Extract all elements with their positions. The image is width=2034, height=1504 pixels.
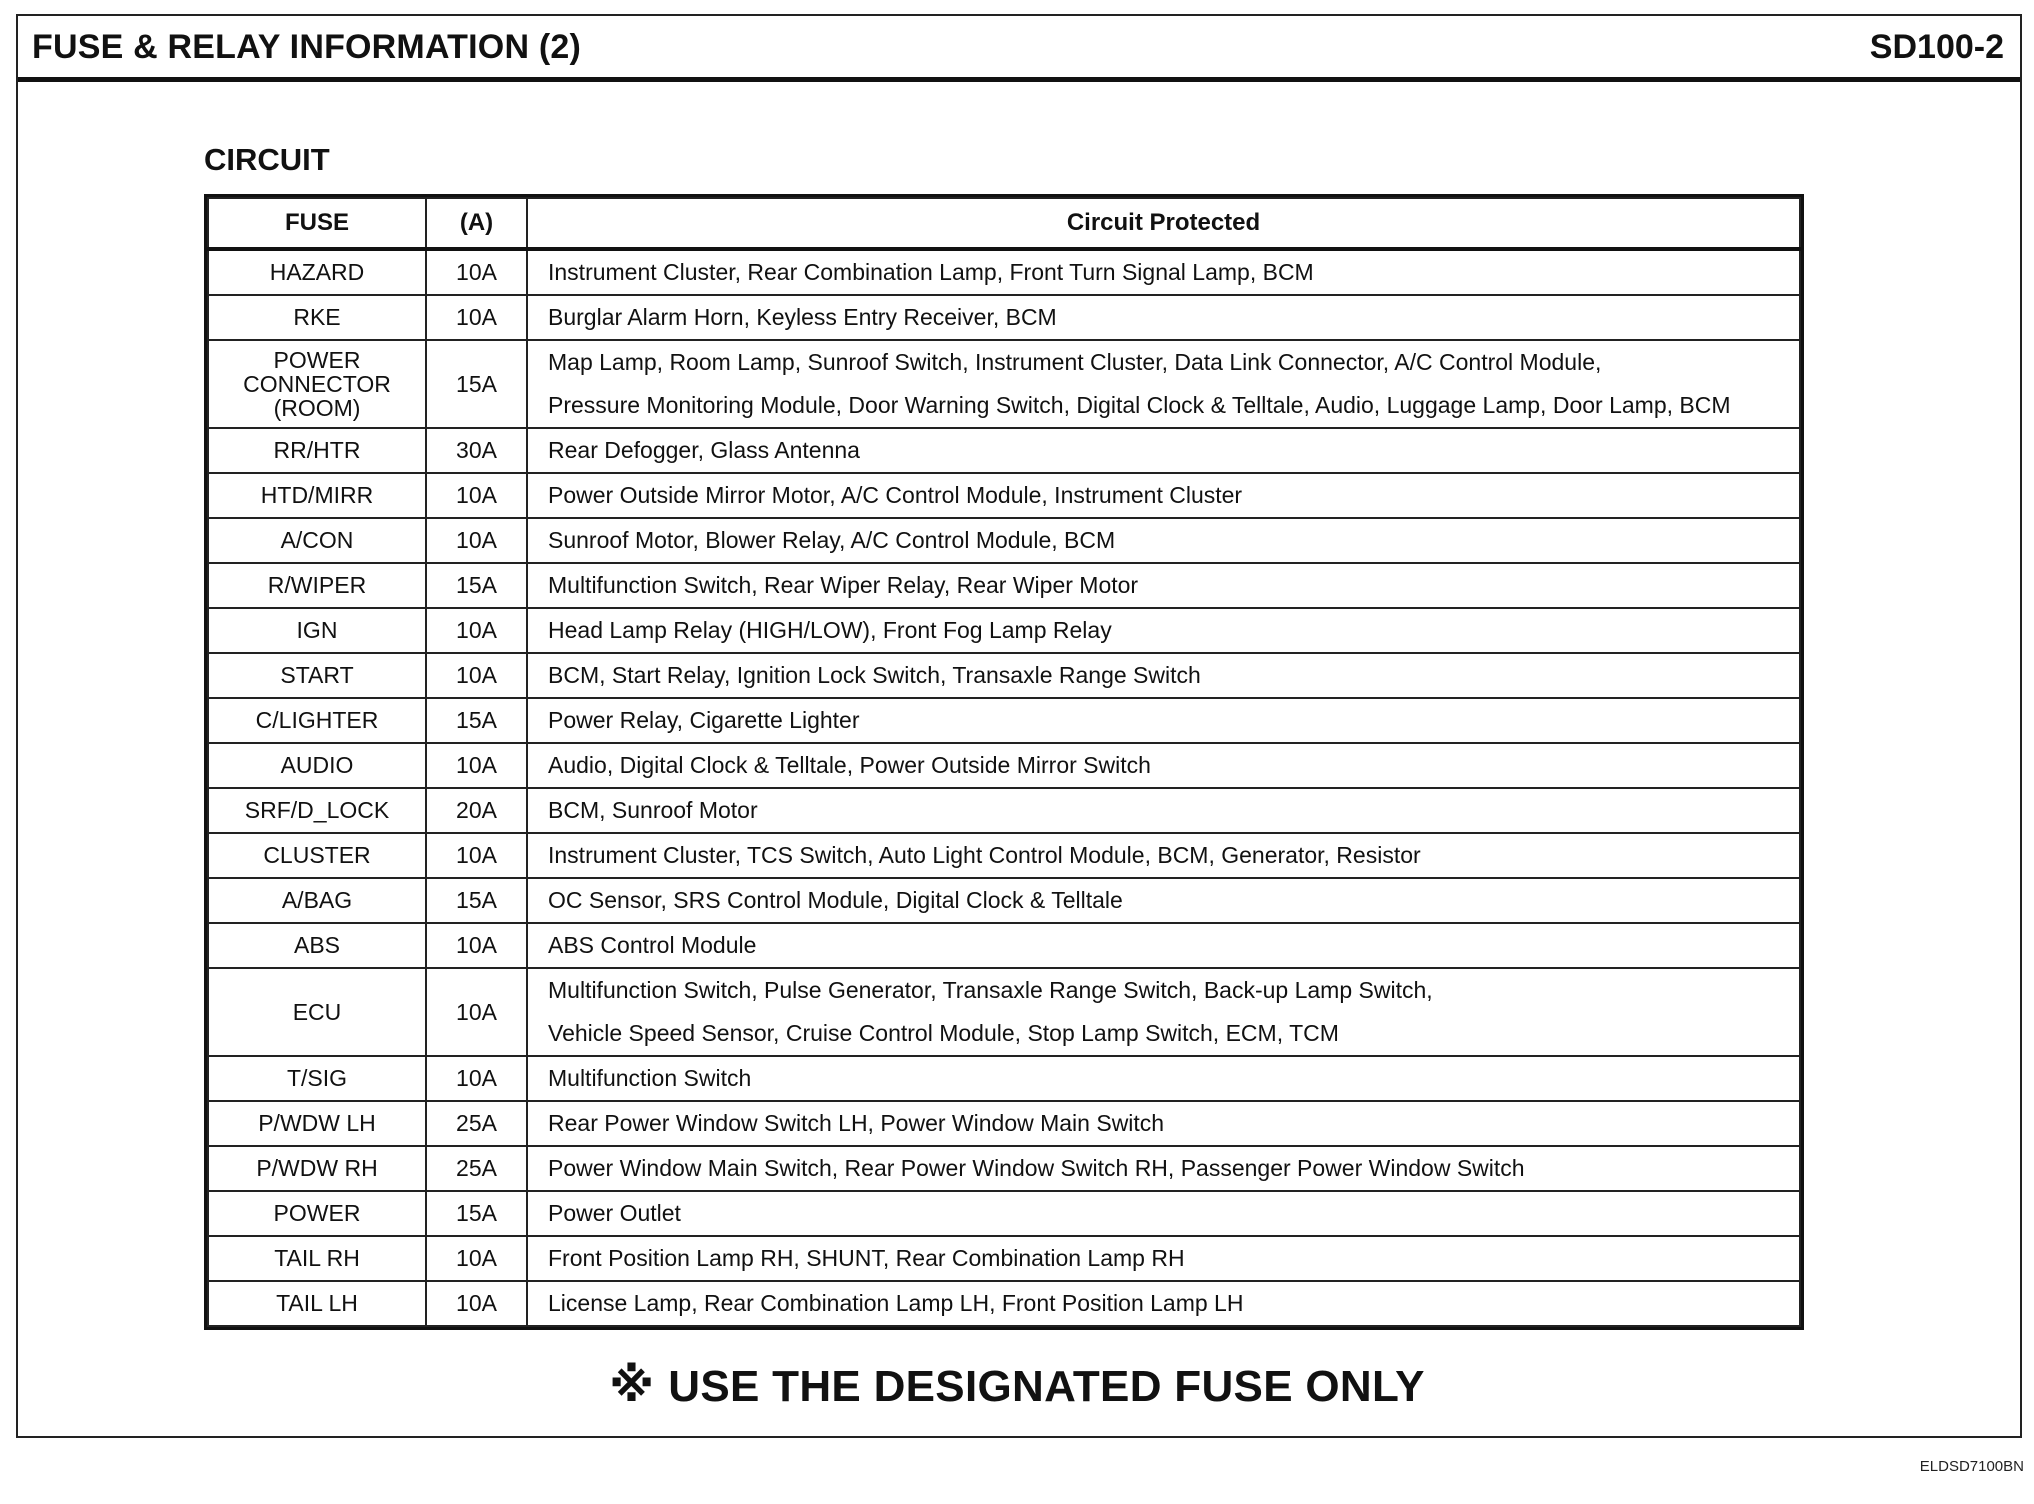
table-row: [208, 743, 1800, 788]
circuit-protected-text: Instrument Cluster, TCS Switch, Auto Light Control Module, BCM, Generator, Resistor: [548, 842, 1421, 868]
table-row: [208, 295, 1800, 340]
fuse-name: ABS: [293, 932, 341, 959]
warning-note-text: USE THE DESIGNATED FUSE ONLY: [668, 1362, 1425, 1411]
circuit-protected-text: Map Lamp, Room Lamp, Sunroof Switch, Instrument Cluster, Data Link Connector, A/C Control Module,: [548, 349, 1602, 375]
circuit-protected-cell: [527, 428, 1800, 473]
circuit-protected-cell: [527, 923, 1800, 968]
fuse-amperage: 10A: [426, 1056, 527, 1101]
table-row: [208, 968, 1800, 1056]
fuse-name: ECU: [292, 998, 342, 1025]
fuse-amperage: 10A: [426, 1236, 527, 1281]
fuse-name: CLUSTER: [263, 842, 371, 869]
circuit-protected-cell: [527, 743, 1800, 788]
table-row: [208, 428, 1800, 473]
circuit-protected-text: Burglar Alarm Horn, Keyless Entry Receiver, BCM: [548, 304, 1057, 330]
circuit-protected-text: Vehicle Speed Sensor, Cruise Control Module, Stop Lamp Switch, ECM, TCM: [548, 1020, 1339, 1046]
fuse-amperage: 10A: [426, 608, 527, 653]
fuse-name: (ROOM): [273, 395, 361, 422]
circuit-protected-text: Pressure Monitoring Module, Door Warning Switch, Digital Clock & Telltale, Audio, Luggage Lamp, Door Lamp, BCM: [548, 392, 1731, 418]
fuse-amperage: 10A: [426, 473, 527, 518]
fuse-name-cell: [208, 518, 426, 563]
table-row: [208, 923, 1800, 968]
circuit-protected-text: Multifunction Switch: [548, 1065, 752, 1091]
fuse-amperage: 30A: [426, 428, 527, 473]
table-row: [208, 1236, 1800, 1281]
table-row: [208, 698, 1800, 743]
table-row: [208, 1191, 1800, 1236]
fuse-name-cell: [208, 473, 426, 518]
fuse-name: IGN: [296, 617, 338, 644]
table-row: [208, 563, 1800, 608]
table-row: [208, 608, 1800, 653]
circuit-protected-text: Front Position Lamp RH, SHUNT, Rear Combination Lamp RH: [548, 1245, 1185, 1271]
circuit-protected-text: Head Lamp Relay (HIGH/LOW), Front Fog Lamp Relay: [548, 617, 1112, 643]
fuse-name: TAIL RH: [274, 1245, 360, 1272]
figure-code: ELDSD7100BN: [1919, 1458, 2024, 1475]
fuse-amperage: 10A: [426, 653, 527, 698]
circuit-protected-text: OC Sensor, SRS Control Module, Digital Clock & Telltale: [548, 887, 1123, 913]
circuit-protected-text: Power Outlet: [548, 1200, 681, 1226]
fuse-name-cell: [208, 1191, 426, 1236]
fuse-name: POWER: [273, 1200, 361, 1227]
table-row: [208, 1101, 1800, 1146]
fuse-name: T/SIG: [286, 1065, 348, 1092]
fuse-amperage: 15A: [426, 1191, 527, 1236]
fuse-name-cell: [208, 653, 426, 698]
fuse-name: SRF/D_LOCK: [244, 797, 390, 824]
table-body: [208, 249, 1800, 1326]
fuse-amperage: 15A: [426, 698, 527, 743]
circuit-protected-cell: [527, 1056, 1800, 1101]
table-row: [208, 518, 1800, 563]
document-code: SD100-2: [1869, 28, 2004, 66]
fuse-name: A/BAG: [281, 887, 353, 914]
circuit-protected-text: Multifunction Switch, Pulse Generator, Transaxle Range Switch, Back-up Lamp Switch,: [548, 977, 1433, 1003]
fuse-name-cell: [208, 428, 426, 473]
table-row: [208, 1146, 1800, 1191]
circuit-protected-cell: [527, 295, 1800, 340]
circuit-protected-cell: [527, 1101, 1800, 1146]
fuse-amperage: 10A: [426, 1281, 527, 1326]
circuit-protected-text: Power Window Main Switch, Rear Power Window Switch RH, Passenger Power Window Switch: [548, 1155, 1525, 1181]
fuse-amperage: 25A: [426, 1146, 527, 1191]
circuit-protected-text: Multifunction Switch, Rear Wiper Relay, Rear Wiper Motor: [548, 572, 1139, 598]
circuit-protected-text: Audio, Digital Clock & Telltale, Power Outside Mirror Switch: [548, 752, 1151, 778]
fuse-name-cell: [208, 743, 426, 788]
fuse-name: TAIL LH: [276, 1290, 358, 1317]
fuse-name-cell: [208, 340, 426, 428]
fuse-name-cell: [208, 698, 426, 743]
fuse-amperage: 10A: [426, 968, 527, 1056]
fuse-name: A/CON: [280, 527, 354, 554]
fuse-name-cell: [208, 878, 426, 923]
circuit-protected-cell: [527, 1191, 1800, 1236]
circuit-protected-text: Instrument Cluster, Rear Combination Lamp, Front Turn Signal Lamp, BCM: [548, 259, 1314, 285]
column-header-amp: (A): [426, 198, 527, 249]
fuse-name-cell: [208, 968, 426, 1056]
fuse-amperage: 25A: [426, 1101, 527, 1146]
fuse-amperage: 10A: [426, 743, 527, 788]
circuit-protected-text: Power Outside Mirror Motor, A/C Control Module, Instrument Cluster: [548, 482, 1243, 508]
reference-mark-icon: ※: [609, 1359, 655, 1411]
fuse-name: HAZARD: [269, 259, 365, 286]
circuit-protected-cell: [527, 340, 1800, 428]
fuse-name-cell: [208, 563, 426, 608]
circuit-protected-text: ABS Control Module: [548, 932, 757, 958]
fuse-name: P/WDW LH: [258, 1110, 376, 1137]
table-header-row: [208, 198, 1800, 249]
circuit-protected-text: BCM, Sunroof Motor: [548, 797, 758, 823]
circuit-protected-cell: [527, 833, 1800, 878]
table-row: [208, 878, 1800, 923]
fuse-name: P/WDW RH: [256, 1155, 378, 1182]
fuse-name: R/WIPER: [267, 572, 367, 599]
fuse-table-container: [204, 194, 1804, 1330]
fuse-name: POWER: [273, 346, 361, 373]
fuse-name-cell: [208, 833, 426, 878]
fuse-name: C/LIGHTER: [255, 707, 379, 734]
column-header-circuit: Circuit Protected: [527, 198, 1800, 249]
fuse-name-cell: [208, 1281, 426, 1326]
circuit-protected-text: Power Relay, Cigarette Lighter: [548, 707, 860, 733]
circuit-protected-cell: [527, 608, 1800, 653]
fuse-name-cell: [208, 295, 426, 340]
fuse-name-cell: [208, 1101, 426, 1146]
circuit-protected-cell: [527, 563, 1800, 608]
circuit-protected-cell: [527, 1146, 1800, 1191]
fuse-name-cell: [208, 1236, 426, 1281]
circuit-protected-cell: [527, 968, 1800, 1056]
fuse-name: HTD/MIRR: [260, 482, 374, 509]
fuse-amperage: 10A: [426, 518, 527, 563]
table-row: [208, 1281, 1800, 1326]
fuse-name-cell: [208, 1146, 426, 1191]
circuit-protected-cell: [527, 788, 1800, 833]
fuse-name: RR/HTR: [273, 437, 361, 464]
circuit-protected-cell: [527, 1281, 1800, 1326]
fuse-amperage: 10A: [426, 923, 527, 968]
fuse-amperage: 10A: [426, 833, 527, 878]
circuit-protected-text: BCM, Start Relay, Ignition Lock Switch, Transaxle Range Switch: [548, 662, 1201, 688]
fuse-name-cell: [208, 1056, 426, 1101]
fuse-amperage: 20A: [426, 788, 527, 833]
table-row: [208, 653, 1800, 698]
fuse-amperage: 15A: [426, 340, 527, 428]
fuse-name-cell: [208, 923, 426, 968]
circuit-protected-text: License Lamp, Rear Combination Lamp LH, Front Position Lamp LH: [548, 1290, 1244, 1316]
table-row: [208, 473, 1800, 518]
circuit-protected-cell: [527, 518, 1800, 563]
fuse-name-cell: [208, 249, 426, 295]
circuit-protected-text: Sunroof Motor, Blower Relay, A/C Control Module, BCM: [548, 527, 1116, 553]
table-row: [208, 833, 1800, 878]
fuse-name-cell: [208, 608, 426, 653]
circuit-protected-text: Rear Power Window Switch LH, Power Window Main Switch: [548, 1110, 1165, 1136]
fuse-amperage: 10A: [426, 249, 527, 295]
table-row: [208, 1056, 1800, 1101]
circuit-protected-cell: [527, 653, 1800, 698]
page-header: [18, 16, 2020, 82]
circuit-protected-cell: [527, 1236, 1800, 1281]
circuit-protected-cell: [527, 878, 1800, 923]
circuit-protected-cell: [527, 249, 1800, 295]
fuse-name: RKE: [293, 304, 341, 331]
column-header-fuse: FUSE: [208, 198, 426, 249]
document-title: FUSE & RELAY INFORMATION (2): [32, 28, 582, 66]
circuit-protected-cell: [527, 698, 1800, 743]
fuse-table: [207, 197, 1801, 1327]
fuse-name: AUDIO: [280, 752, 354, 779]
fuse-name: CONNECTOR: [243, 370, 391, 397]
circuit-protected-text: Rear Defogger, Glass Antenna: [548, 437, 860, 463]
fuse-amperage: 15A: [426, 563, 527, 608]
fuse-amperage: 15A: [426, 878, 527, 923]
fuse-name-cell: [208, 788, 426, 833]
table-row: [208, 249, 1800, 295]
warning-note: [0, 1358, 2034, 1412]
table-row: [208, 788, 1800, 833]
fuse-amperage: 10A: [426, 295, 527, 340]
fuse-name: START: [280, 662, 354, 689]
circuit-protected-cell: [527, 473, 1800, 518]
table-row: [208, 340, 1800, 428]
section-title: CIRCUIT: [204, 142, 330, 177]
